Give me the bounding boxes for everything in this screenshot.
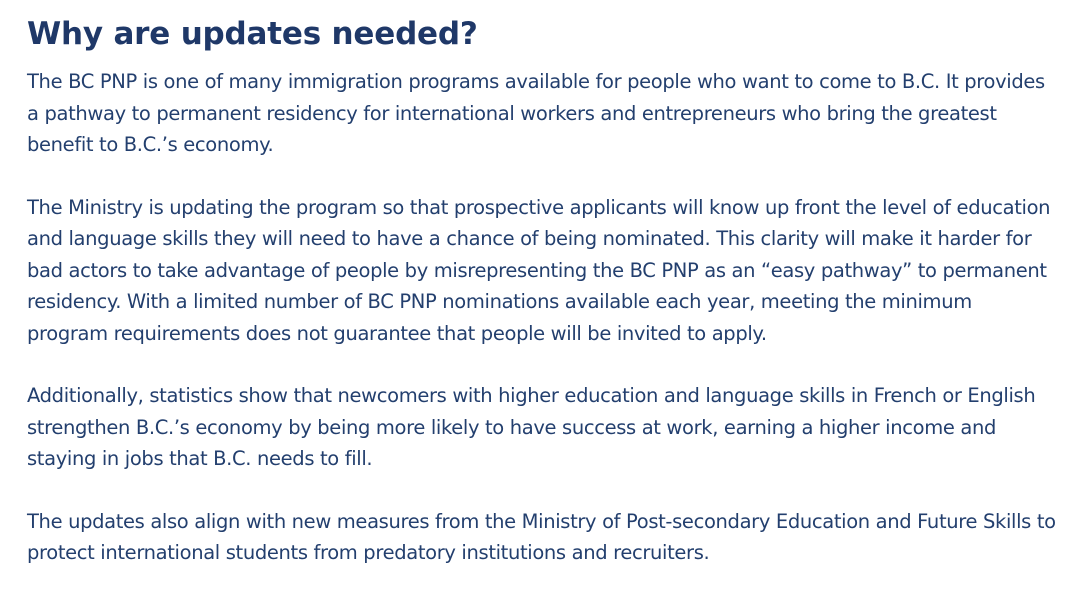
paragraph-ministry-updates: The Ministry is updating the program so that prospective applicants will know up front the level of education and language skills they will need to have a chance of being nominated. This clarity will make it harder for bad actors to take advantage of people by misrepresenting the BC PNP as an “easy pathway” to permanent residency. With a limited number of BC PNP nominations available each year, meeting the minimum program requirements does not guarantee that people will be invited to apply. (27, 195, 1051, 345)
paragraph-bc-pnp-overview: The BC PNP is one of many immigration programs available for people who want to come to B.C. It provides a pathway to permanent residency for international workers and entrepreneurs who bring the greatest benefit to B.C.’s economy. (27, 70, 1045, 156)
paragraph-alignment: The updates also align with new measures from the Ministry of Post-secondary Education and Future Skills to protect international students from predatory institutions and recruiters. (27, 509, 1056, 564)
article-section (27, 12, 1057, 569)
section-heading: Why are updates needed? (27, 16, 478, 52)
paragraph-statistics: Additionally, statistics show that newcomers with higher education and language skills in French or English strengthen B.C.’s economy by being more likely to have success at work, earning a higher income and staying in jobs that B.C. needs to fill. (27, 384, 1036, 470)
